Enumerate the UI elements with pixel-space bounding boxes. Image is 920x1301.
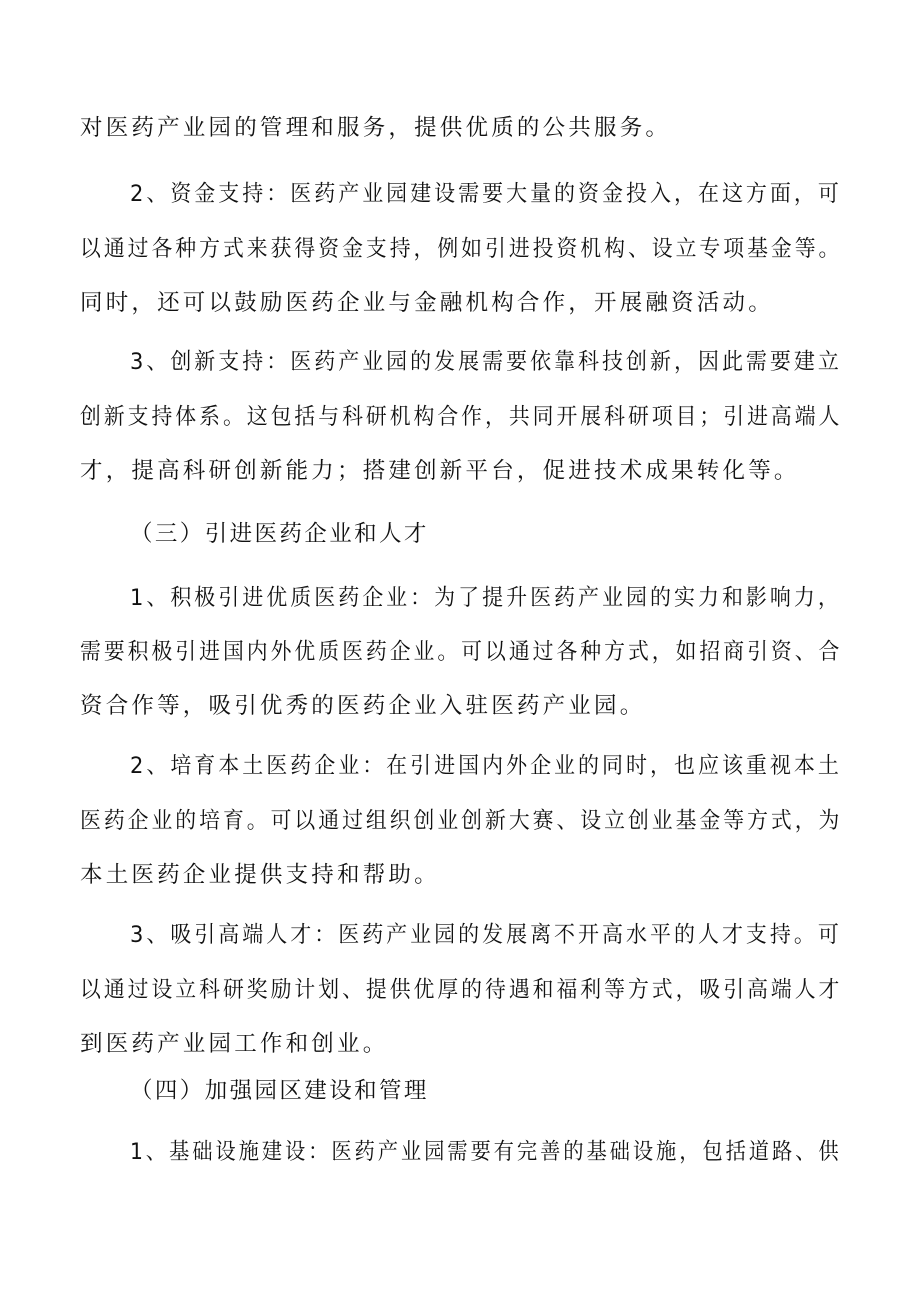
paragraph-line: 1、积极引进优质医药企业：为了提升医药产业园的实力和影响力， [130, 585, 842, 611]
paragraph-line: 对医药产业园的管理和服务，提供优质的公共服务。 [80, 115, 672, 141]
paragraph-line: 本土医药企业提供支持和帮助。 [80, 862, 440, 888]
paragraph-line: 以通过各种方式来获得资金支持，例如引进投资机构、设立专项基金等。 [80, 236, 843, 262]
paragraph-line: 同时，还可以鼓励医药企业与金融机构合作，开展融资活动。 [80, 290, 774, 316]
paragraph-line: 创新支持体系。这包括与科研机构合作，共同开展科研项目；引进高端人 [80, 404, 843, 430]
paragraph-line: 才，提高科研创新能力；搭建创新平台，促进技术成果转化等。 [80, 458, 800, 484]
paragraph-line: 资合作等，吸引优秀的医药企业入驻医药产业园。 [80, 693, 646, 719]
section-heading: （三）引进医药企业和人才 [130, 521, 429, 547]
paragraph-line: 2、资金支持：医药产业园建设需要大量的资金投入，在这方面，可 [130, 181, 842, 207]
paragraph-line: 3、吸引高端人才：医药产业园的发展离不开高水平的人才支持。可 [130, 922, 842, 948]
paragraph-line: 需要积极引进国内外优质医药企业。可以通过各种方式，如招商引资、合 [80, 639, 843, 665]
paragraph-line: 医药企业的培育。可以通过组织创业创新大赛、设立创业基金等方式，为 [80, 808, 843, 834]
section-heading: （四）加强园区建设和管理 [130, 1078, 429, 1104]
paragraph-line: 以通过设立科研奖励计划、提供优厚的待遇和福利等方式，吸引高端人才 [80, 977, 843, 1003]
paragraph-line: 3、创新支持：医药产业园的发展需要依靠科技创新，因此需要建立 [130, 349, 842, 375]
paragraph-line: 1、基础设施建设：医药产业园需要有完善的基础设施，包括道路、供 [130, 1139, 842, 1165]
paragraph-line: 2、培育本土医药企业：在引进国内外企业的同时，也应该重视本土 [130, 753, 842, 779]
paragraph-line: 到医药产业园工作和创业。 [80, 1031, 389, 1057]
